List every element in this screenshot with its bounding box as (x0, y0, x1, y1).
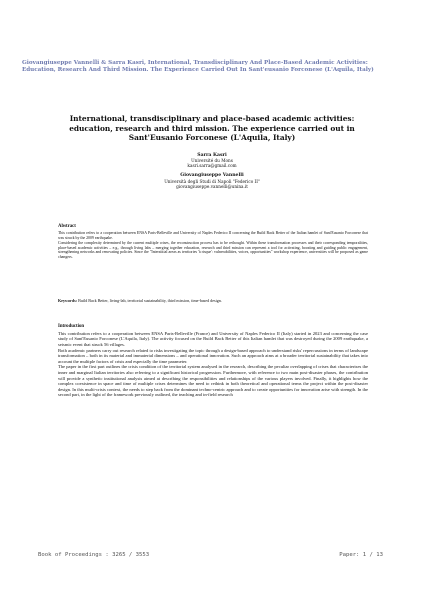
footer-proceedings: Book of Proceedings : 3265 / 3553 (38, 552, 150, 558)
abstract-heading: Abstract (58, 224, 76, 229)
abstract-section (58, 224, 368, 260)
paper-title: International, transdisciplinary and place-based academic activities: education, research and third mission. The experience carried out in Sant'Eusanio Forconese (L'Aquila, Italy) (69, 114, 355, 143)
author-affiliation: Université du Mons (191, 157, 233, 163)
abstract-paragraph: Considering the complexity determined by the current multiple crises, the reconstruction process has to be rethought. Within these transformation processes and their corresponding temporalities, place-based academic activities – e.g., through living labs – merging together education, research and third mission can represent a tool for activating, boosting and guiding public engagement, strengthening networks and renovating policies. Since the "Interstitial areas as territories 'à risque': vulnerabilities, voices, opportunities" workshop experience, universities will be proposed as game changers. (58, 240, 368, 260)
running-head: Giovangiuseppe Vannelli & Sarra Kasri, International, Transdisciplinary And Place-Based Academic Activities: Education, Research And Third Mission. The Experience Carried Out In Sant'eusanio Forconese (L'Aquila, Italy) (22, 60, 374, 73)
page-footer (0, 552, 424, 562)
author-email: giovangiuseppe.vannelli@unina.it (176, 183, 248, 189)
author-2 (50, 173, 374, 189)
keywords-line (58, 298, 368, 303)
keywords-text: Build Back Better, living-lab, territorial sustainability, third mission, time-based design. (78, 298, 222, 303)
author-1 (50, 153, 374, 169)
author-name: Giovangiuseppe Vannelli (180, 173, 244, 179)
introduction-heading: Introduction (58, 324, 85, 329)
introduction-section (58, 324, 368, 398)
footer-page-number: Paper: 1 / 13 (339, 552, 383, 558)
author-email: kasri.sarra@gmail.com (187, 163, 237, 169)
introduction-paragraph: Both academic partners carry out research related to risks investigating the topic through a design-based approach to understand risks' repercussions in terms of landscape transformation – both in its material and immaterial dimensions – and operational innovation. Such an approach aims at a broader territorial sustainability that takes into account the multiple factors of crisis and especially the time parameter. (58, 347, 368, 364)
title-block (50, 114, 374, 189)
author-affiliation: Università degli Studi di Napoli "Federico II" (164, 178, 260, 184)
keywords-label: Keywords: (58, 298, 78, 303)
author-name: Sarra Kasri (197, 152, 227, 158)
abstract-paragraph: This contribution refers to a cooperation between ENSA Paris-Belleville and University of Naples Federico II concerning the Build Back Better of the Italian hamlet of Sant'Eusanio Forconese that was struck by the 2009 earthquake. (58, 230, 368, 240)
introduction-paragraph: This contribution refers to a cooperation between ENSA Paris-Belleville (France) and University of Naples Federico II (Italy) started in 2023 and concerning the case study of Sant'Eusanio Forconese (L'Aquila, Italy). The activity focused on the Build Back Better of this Italian hamlet that was destroyed during the 2009 earthquake, a seismic event that struck 56 villages. (58, 330, 368, 347)
introduction-paragraph: The paper in the first part outlines the crisis condition of the territorial system analysed in the research, describing the peculiar overlapping of crises that characterises the inner and marginal Italian territories also referring to a significant historical progression. Furthermore, with reference to two main post-disaster phases, the contribution will provide a synthetic institutional analysis aimed at describing the responsibilities and relationships of the various players involved. Finally, it highlights how the complex coexistence in space and time of multiple crises determines the need to rethink in both theoretical and operational terms the project within the post-disaster design. In this multi-crisis context, the needs to step back from the dominant techno-centric approach and to create opportunities for innovation arise with strength. In the second part, in the light of the framework previously outlined, the teaching and in-field research (58, 364, 368, 398)
